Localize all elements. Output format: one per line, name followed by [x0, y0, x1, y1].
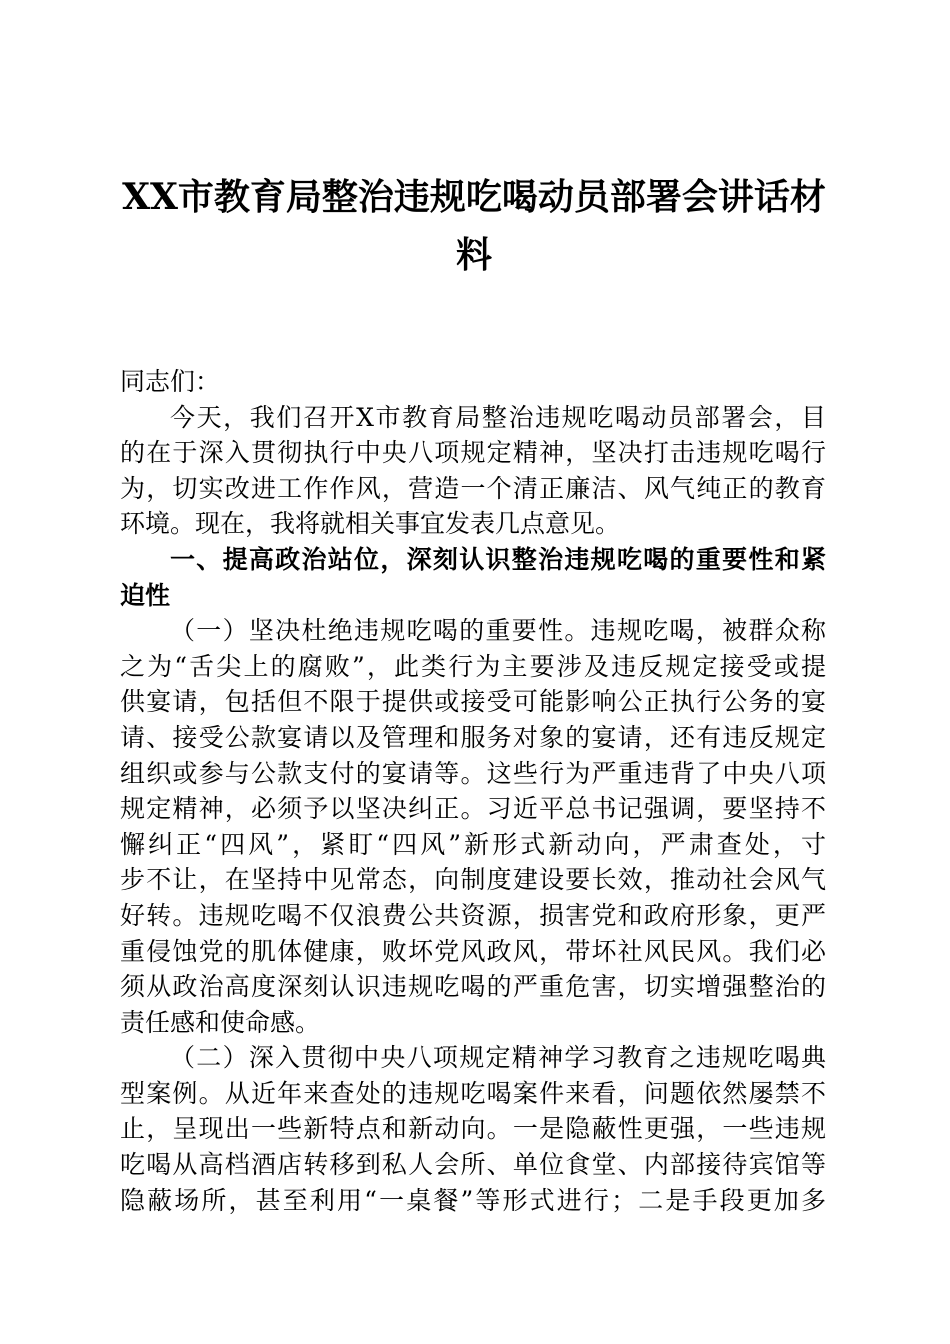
paragraph-line: 为，切实改进工作作风，营造一个清正廉洁、风气纯正的教育	[120, 473, 826, 503]
paragraph-line: 的在于深入贯彻执行中央八项规定精神，坚决打击违规吃喝行	[120, 438, 826, 468]
paragraph-line: 供宴请，包括但不限于提供或接受可能影响公正执行公务的宴	[120, 687, 826, 717]
subsection-1-paragraph	[120, 613, 826, 1040]
section-heading-line: 一、提高政治站位，深刻认识整治违规吃喝的重要性和紧	[170, 544, 826, 574]
paragraph-line: 环境。现在，我将就相关事宜发表几点意见。	[120, 509, 621, 539]
paragraph-line: 规定精神，必须予以坚决纠正。习近平总书记强调，要坚持不	[120, 794, 826, 824]
document-title: XX市教育局整治违规吃喝动员部署会讲话材料	[122, 176, 826, 276]
salutation: 同志们：	[120, 367, 221, 396]
subsection-2-paragraph	[120, 1040, 826, 1218]
paragraph-line: 须从政治高度深刻认识违规吃喝的严重危害，切实增强整治的	[120, 972, 826, 1002]
paragraph-line: 好转。违规吃喝不仅浪费公共资源，损害党和政府形象，更严	[120, 900, 826, 930]
intro-paragraph	[120, 400, 826, 542]
paragraph-line: 型案例。从近年来查处的违规吃喝案件来看，问题依然屡禁不	[120, 1078, 826, 1108]
paragraph-line: 组织或参与公款支付的宴请等。这些行为严重违背了中央八项	[120, 758, 826, 788]
document-body	[120, 364, 826, 1218]
section-heading-1	[120, 542, 826, 613]
paragraph-line: 之为“舌尖上的腐败”，此类行为主要涉及违反规定接受或提	[120, 651, 826, 681]
paragraph-line: （二）深入贯彻中央八项规定精神学习教育之违规吃喝典	[170, 1043, 826, 1073]
paragraph-line: 止，呈现出一些新特点和新动向。一是隐蔽性更强，一些违规	[120, 1114, 826, 1144]
paragraph-line: 懈纠正“四风”，紧盯“四风”新形式新动向，严肃查处，寸	[120, 829, 826, 859]
section-heading-line: 迫性	[120, 580, 171, 610]
paragraph-line: 隐蔽场所，甚至利用“一桌餐”等形式进行；二是手段更加多	[120, 1185, 826, 1215]
paragraph-line: （一）坚决杜绝违规吃喝的重要性。违规吃喝，被群众称	[170, 616, 826, 646]
paragraph-line: 请、接受公款宴请以及管理和服务对象的宴请，还有违反规定	[120, 722, 826, 752]
paragraph-line: 步不让，在坚持中见常态，向制度建设要长效，推动社会风气	[120, 865, 826, 895]
paragraph-line: 今天，我们召开X市教育局整治违规吃喝动员部署会，目	[170, 402, 826, 432]
paragraph-line: 吃喝从高档酒店转移到私人会所、单位食堂、内部接待宾馆等	[120, 1150, 826, 1180]
paragraph-line: 责任感和使命感。	[120, 1007, 321, 1037]
paragraph-line: 重侵蚀党的肌体健康，败坏党风政风，带坏社风民风。我们必	[120, 936, 826, 966]
